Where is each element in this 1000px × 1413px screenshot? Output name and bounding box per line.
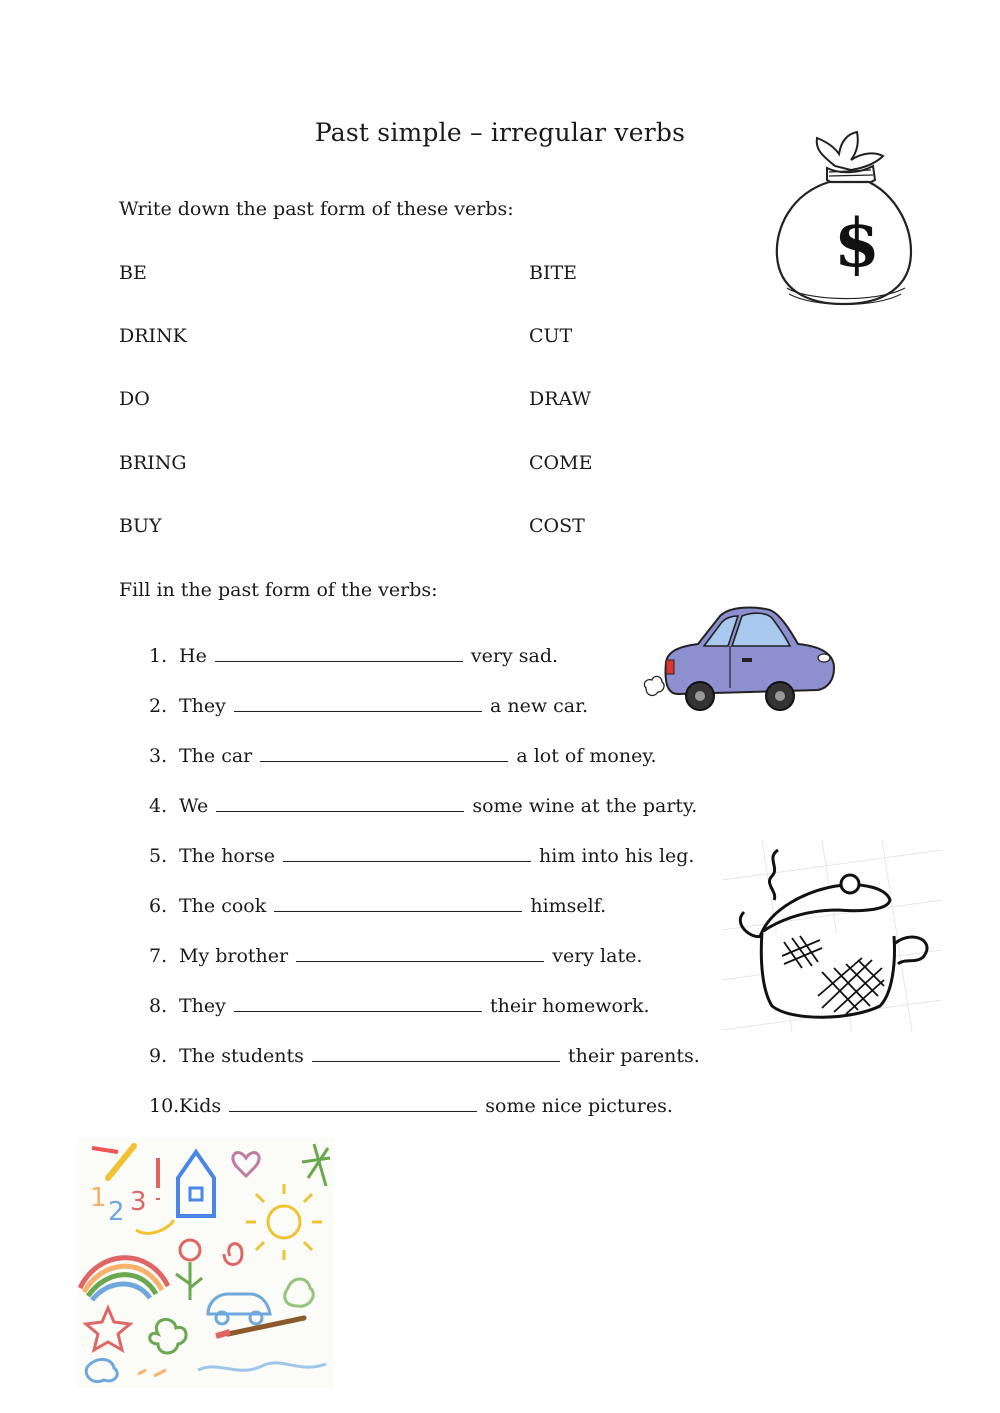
sentence-before: Kids (179, 1095, 222, 1117)
svg-text:3: 3 (130, 1187, 147, 1217)
sentence-before: He (179, 645, 207, 667)
car-icon (638, 600, 843, 718)
sentence-1 (149, 643, 558, 667)
sentence-number: 2. (149, 695, 168, 717)
answer-blank[interactable] (312, 1043, 560, 1062)
answer-blank[interactable] (216, 793, 464, 812)
page-title: Past simple – irregular verbs (314, 118, 686, 147)
sentence-before: The students (179, 1045, 304, 1067)
sentence-5 (149, 843, 694, 867)
sentence-after: their homework. (489, 995, 650, 1017)
verb-right-3: DRAW (529, 388, 592, 410)
verb-left-3: DO (119, 388, 150, 410)
kids-doodles-image (78, 1138, 334, 1388)
sentence-6 (149, 893, 606, 917)
answer-blank[interactable] (234, 693, 482, 712)
sentence-after: himself. (530, 895, 607, 917)
sentence-number: 4. (149, 795, 168, 817)
verb-right-4: COME (529, 452, 593, 474)
sentence-before: The car (179, 745, 253, 767)
sentence-4 (149, 793, 697, 817)
instruction-fill-in: Fill in the past form of the verbs: (119, 579, 438, 601)
verb-right-5: COST (529, 515, 585, 537)
verb-right-2: CUT (529, 325, 573, 347)
sentence-after: a lot of money. (516, 745, 657, 767)
sentence-after: a new car. (489, 695, 589, 717)
verb-right-1: BITE (529, 262, 578, 284)
sentence-7 (149, 943, 642, 967)
answer-blank[interactable] (234, 993, 482, 1012)
sentence-before: The horse (179, 845, 275, 867)
answer-blank[interactable] (215, 643, 463, 662)
sentence-before: They (179, 695, 226, 717)
sentence-number: 5. (149, 845, 168, 867)
sentence-after: very late. (552, 945, 643, 967)
sentence-number: 9. (149, 1045, 168, 1067)
sentence-before: We (179, 795, 209, 817)
sentence-2 (149, 693, 588, 717)
verb-left-5: BUY (119, 515, 162, 537)
sentence-after: some wine at the party. (472, 795, 698, 817)
sentence-9 (149, 1043, 700, 1067)
sentence-number: 6. (149, 895, 168, 917)
sentence-before: My brother (179, 945, 289, 967)
sentence-after: their parents. (567, 1045, 700, 1067)
svg-text:$: $ (834, 204, 880, 282)
sentence-10 (149, 1093, 673, 1117)
sentence-3 (149, 743, 657, 767)
svg-text:1: 1 (90, 1183, 107, 1213)
sentence-after: very sad. (470, 645, 559, 667)
sentence-number: 3. (149, 745, 168, 767)
cooking-pot-icon (722, 840, 942, 1032)
instruction-write-past-form: Write down the past form of these verbs: (119, 198, 514, 220)
answer-blank[interactable] (274, 893, 522, 912)
answer-blank[interactable] (283, 843, 531, 862)
money-bag-icon (765, 128, 915, 313)
svg-text:2: 2 (108, 1197, 125, 1227)
sentence-after: some nice pictures. (485, 1095, 673, 1117)
sentence-before: The cook (179, 895, 267, 917)
verb-left-1: BE (119, 262, 147, 284)
sentence-8 (149, 993, 650, 1017)
sentence-number: 1. (149, 645, 168, 667)
answer-blank[interactable] (229, 1093, 477, 1112)
sentence-after: him into his leg. (539, 845, 695, 867)
verb-left-2: DRINK (119, 325, 187, 347)
sentence-number: 8. (149, 995, 168, 1017)
verb-left-4: BRING (119, 452, 187, 474)
sentence-before: They (179, 995, 226, 1017)
sentence-number: 7. (149, 945, 168, 967)
answer-blank[interactable] (296, 943, 544, 962)
answer-blank[interactable] (260, 743, 508, 762)
sentence-number: 10. (149, 1095, 180, 1117)
